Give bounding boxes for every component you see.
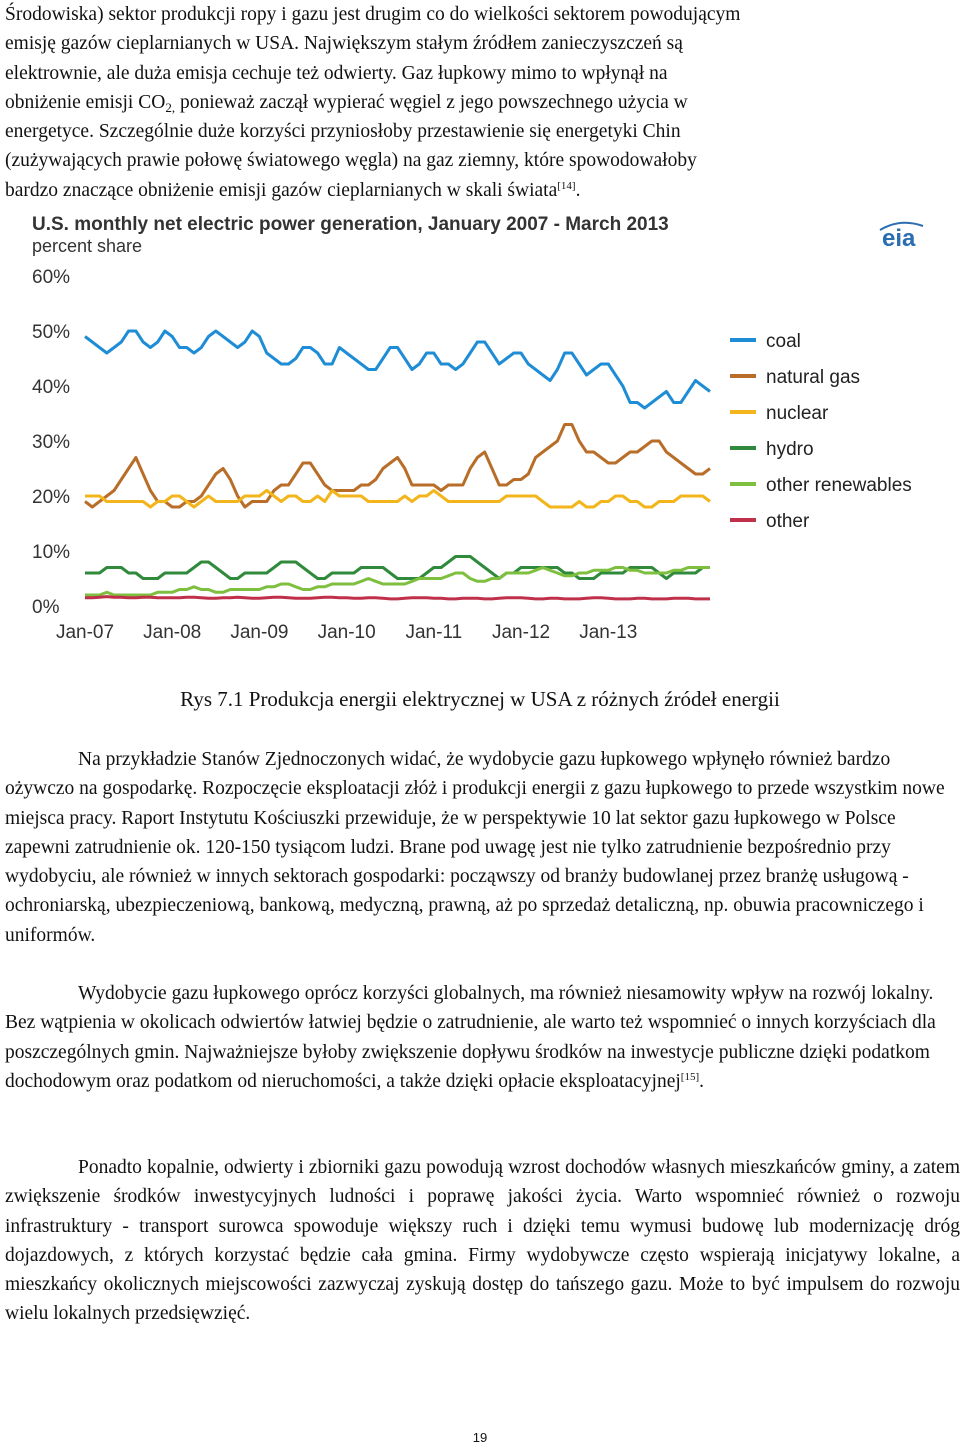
chart-title: U.S. monthly net electric power generation, January 2007 - March 2013 [32,214,669,235]
legend-label: coal [766,331,801,352]
y-tick-label: 30% [32,432,71,453]
legend-label: natural gas [766,367,861,388]
paragraph-employment [5,745,960,950]
chart-svg [30,208,930,648]
citation-ref: [15] [680,1070,700,1083]
x-tick-label: Jan-09 [230,622,289,643]
y-tick-label: 0% [32,597,60,618]
legend-label: other [766,511,810,532]
intro-text: obniżenie emisji CO [5,91,166,113]
intro-text: . [575,179,581,201]
y-tick-label: 60% [32,267,71,288]
x-tick-label: Jan-13 [579,622,638,643]
legend-label: other renewables [766,475,912,496]
intro-line-ref [5,176,960,205]
paragraph-local-development [5,979,960,1096]
intro-line: energetyce. Szczególnie duże korzyści przyniosłoby przestawienie się energetyki Chin [5,121,681,143]
intro-line: elektrownie, ale duża emisja cechuje też odwierty. Gaz łupkowy mimo to wpłynął na [5,62,668,84]
figure-caption: Rys 7.1 Produkcja energii elektrycznej w USA z różnych źródeł energii [180,687,780,711]
series-line-nuclear [85,491,710,508]
citation-ref: [14] [557,179,576,192]
intro-line: Środowiska) sektor produkcji ropy i gazu jest drugim co do wielkości sektorem powodującym [5,4,741,25]
intro-line: (zużywających prawie połowę światowego węgla) na gaz ziemny, które spowodowałoby [5,150,697,172]
intro-paragraph [5,0,960,205]
eia-logo: eia [882,225,916,252]
x-tick-label: Jan-07 [55,622,115,643]
y-tick-label: 20% [32,487,71,508]
x-tick-label: Jan-08 [143,622,202,643]
intro-text: ponieważ zaczął wypierać węgiel z jego powszechnego użycia w [175,91,688,113]
paragraph-text: Wydobycie gazu łupkowego oprócz korzyści globalnych, ma również niesamowity wpływ na rozwój lokalny. Bez wątpienia w okolicach odwiertów łatwiej będzie o zatrudnienie, ale warto też wspomnieć o innych korzyściach dla poszczególnych gmin. Najważniejsze byłoby zwiększenie dopływu środków na inwestycje publiczne dzięki podatkom dochodowym oraz podatkom od nieruchomości, a także dzięki opłacie eksploatacyjnej [5,983,936,1092]
y-tick-label: 50% [32,322,71,343]
series-line-other [85,597,710,599]
page-number: 19 [472,1430,488,1445]
co2-subscript: 2, [165,99,176,115]
intro-line: emisję gazów cieplarnianych w USA. Największym stałym źródłem zanieczyszczeń są [5,33,683,55]
intro-text: bardzo znaczące obniżenie emisji gazów cieplarnianych w skali świata [5,179,558,201]
x-tick-label: Jan-10 [317,622,376,643]
x-tick-label: Jan-11 [405,622,463,643]
paragraph-text: Na przykładzie Stanów Zjednoczonych widać, że wydobycie gazu łupkowego wpłynęło również bardzo ożywczo na gospodarkę. Rozpoczęcie eksploatacji złóż i produkcji energii z gazu łupkowego to przede wszystkim nowe miejsca pracy. Raport Instytutu Kościuszki przewiduje, że w perspektywie 10 lat sektor gazu łupkowego w Polsce zapewni zatrudnienie ok. 120-150 tysiącom ludzi. Brane pod uwagę jest nie tylko zatrudnienie bezpośrednio przy wydobyciu, ale również w innych sektorach gospodarki: począwszy od branży budowlanej przez branżę usługową - ochroniarską, ubezpieczeniową, bankową, medyczną, prawną, aż po sprzedaż detaliczną, np. obuwia pracowniczego i uniformów. [5,749,945,946]
intro-line-co2 [5,88,960,117]
chart-subtitle: percent share [32,236,143,256]
series-line-coal [85,331,710,408]
legend-label: hydro [766,439,814,460]
paragraph-text: Ponadto kopalnie, odwierty i zbiorniki gazu powodują wzrost dochodów własnych mieszkańców gminy, a zatem zwiększenie środków inwestycyjnych ludności i poprawę jakości życia. Warto wspomnieć również o rozwoju infrastruktury - transport surowca spowoduje większy ruch i dzięki temu wymusi budowę lub modernizację dróg dojazdowych, z których korzystać będzie cała gmina. Firmy wydobywcze często wspierają inicjatywy lokalne, a mieszkańcy okolicznych miejscowości zazwyczaj zyskują dostęp do tańszego gazu. Może to być impulsem do rozwoju wielu lokalnych przedsięwzięć. [5,1157,960,1325]
legend-label: nuclear [766,403,829,424]
paragraph-text-end: . [699,1070,704,1092]
y-tick-label: 10% [32,542,71,563]
x-tick-label: Jan-12 [491,622,551,643]
power-generation-chart [30,208,930,648]
y-tick-label: 40% [32,377,71,398]
paragraph-infrastructure [5,1153,960,1329]
